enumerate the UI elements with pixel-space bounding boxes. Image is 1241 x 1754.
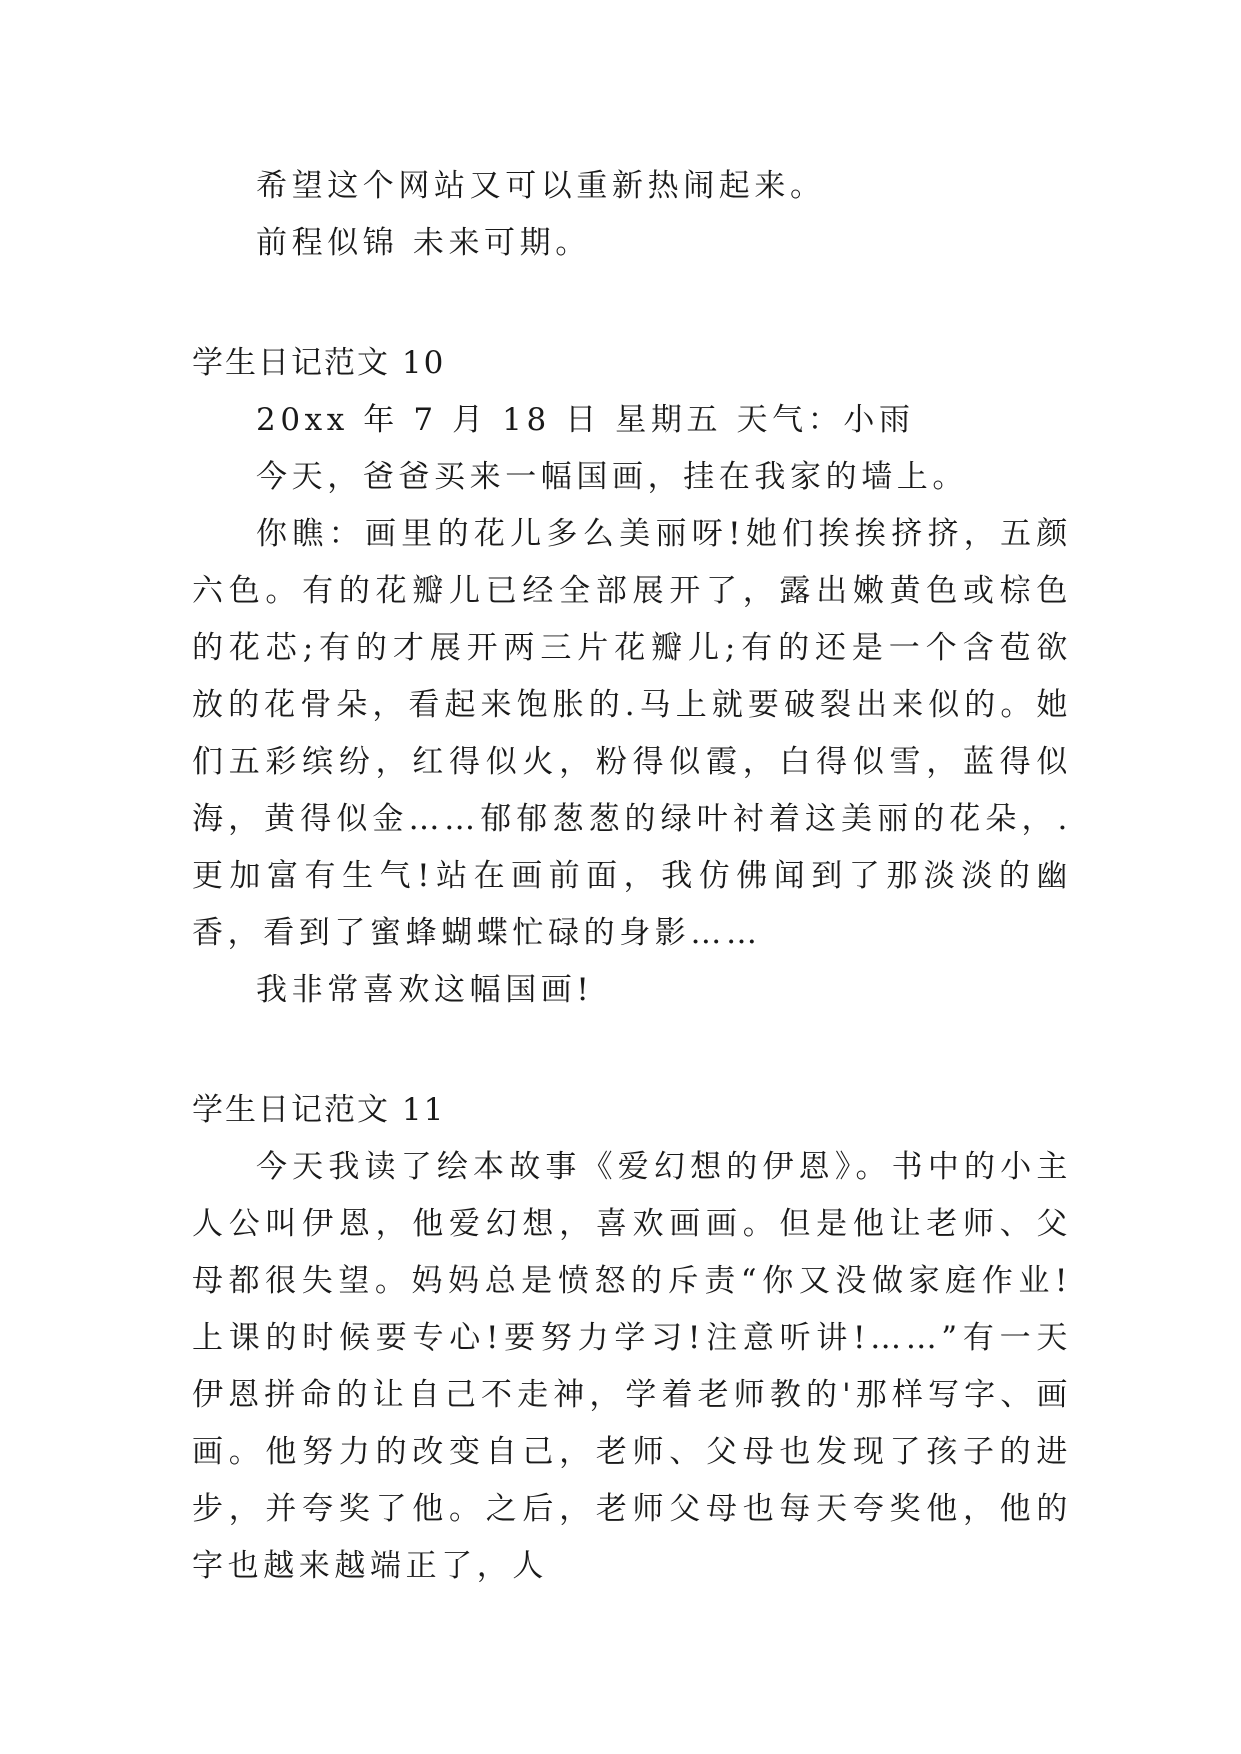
section-10-paragraph-1: 今天，爸爸买来一幅国画，挂在我家的墙上。 bbox=[256, 459, 968, 495]
section-11-paragraph-1: 今天我读了绘本故事《爱幻想的伊恩》。书中的小主人公叫伊恩，他爱幻想，喜欢画画。但是他让老师、父母都很失望。妈妈总是愤怒的斥责“你又没做家庭作业!上课的时候要专心!要努力学习!注意听讲!……”有一天伊恩拼命的让自己不走神，学着老师教的'那样写字、画画。他努力的改变自己，老师、父母也发现了孩子的进步，并夸奖了他。之后，老师父母也每天夸奖他，他的字也越来越端正了，人 bbox=[192, 1149, 1072, 1584]
section-spacer bbox=[192, 272, 1072, 335]
document-body bbox=[192, 158, 1072, 1595]
intro-paragraph-1: 希望这个网站又可以重新热闹起来。 bbox=[256, 168, 826, 204]
section-10-paragraph-3: 我非常喜欢这幅国画! bbox=[256, 972, 594, 1008]
section-10-date-line: 20xx 年 7 月 18 日 星期五 天气：小雨 bbox=[256, 402, 915, 438]
intro-paragraph-2: 前程似锦 未来可期。 bbox=[256, 225, 591, 261]
section-10-title: 学生日记范文 10 bbox=[192, 345, 446, 381]
section-10-paragraph-2: 你瞧：画里的花儿多么美丽呀!她们挨挨挤挤，五颜六色。有的花瓣儿已经全部展开了，露出嫩黄色或棕色的花芯;有的才展开两三片花瓣儿;有的还是一个含苞欲放的花骨朵，看起来饱胀的.马上就要破裂出来似的。她们五彩缤纷，红得似火，粉得似霞，白得似雪，蓝得似海，黄得似金……郁郁葱葱的绿叶衬着这美丽的花朵，.更加富有生气!站在画前面，我仿佛闻到了那淡淡的幽香，看到了蜜蜂蝴蝶忙碌的身影…… bbox=[192, 516, 1072, 951]
section-11-title: 学生日记范文 11 bbox=[192, 1092, 446, 1128]
section-spacer bbox=[192, 1019, 1072, 1082]
